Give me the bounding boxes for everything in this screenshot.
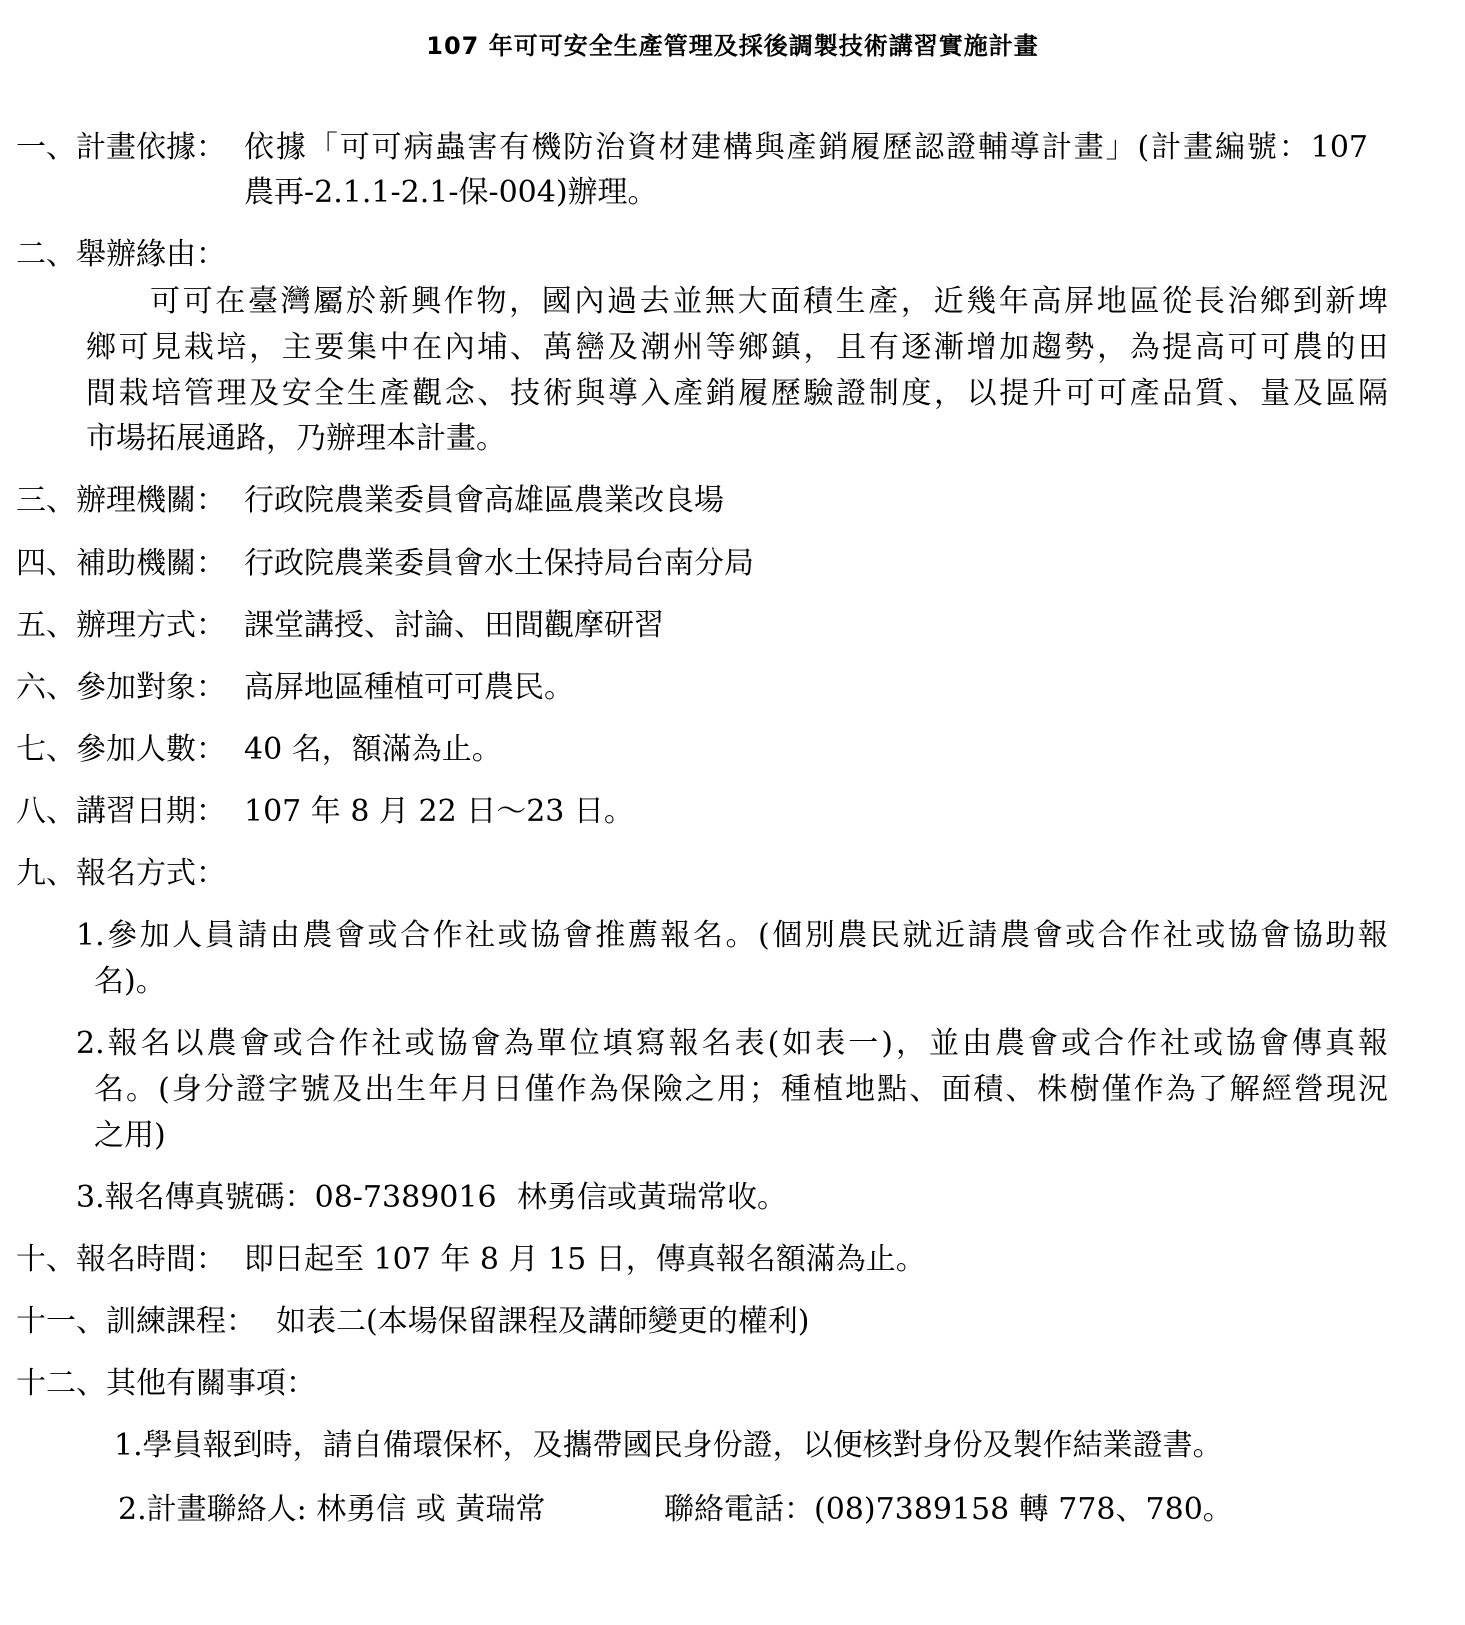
s2-line2: 鄉可見栽培，主要集中在內埔、萬巒及潮州等鄉鎮，且有逐漸增加趨勢，為提高可可農的田 (86, 330, 1388, 365)
s11-text: 如表二(本場保留課程及講師變更的權利) (276, 1304, 810, 1339)
s9-item1-line2: 名)。 (94, 964, 166, 999)
s12-item2-contact: 2.計畫聯絡人: 林勇信 或 黃瑞常 (118, 1492, 546, 1527)
s12-item1: 1.學員報到時，請自備環保杯，及攜帶國民身份證，以便核對身份及製作結業證書。 (114, 1428, 1223, 1463)
s8-heading: 八、講習日期： (16, 794, 226, 829)
s10-text: 即日起至 107 年 8 月 15 日，傳真報名額滿為止。 (244, 1242, 926, 1277)
s2-line3: 間栽培管理及安全生產觀念、技術與導入產銷履歷驗證制度，以提升可可產品質、量及區隔 (86, 376, 1388, 411)
s3-text: 行政院農業委員會高雄區農業改良場 (244, 483, 724, 518)
s2-line4: 市場拓展通路，乃辦理本計畫。 (86, 421, 506, 456)
s2-heading: 二、舉辦緣由： (16, 237, 226, 272)
s4-text: 行政院農業委員會水土保持局台南分局 (244, 546, 754, 581)
s7-heading: 七、參加人數： (16, 732, 226, 767)
s1-heading: 一、計畫依據： (16, 130, 226, 165)
s12-item2-phone: 聯絡電話：(08)7389158 轉 778、780。 (664, 1492, 1233, 1527)
s6-text: 高屏地區種植可可農民。 (244, 670, 574, 705)
s1-line2: 農再-2.1.1-2.1-保-004)辦理。 (244, 175, 658, 210)
s9-item2-line2: 名。(身分證字號及出生年月日僅作為保險之用；種植地點、面積、株樹僅作為了解經營現況 (94, 1072, 1388, 1107)
s6-heading: 六、參加對象： (16, 670, 226, 705)
s5-heading: 五、辦理方式： (16, 608, 226, 643)
s2-line1: 可可在臺灣屬於新興作物，國內過去並無大面積生產，近幾年高屏地區從長治鄉到新埤 (150, 284, 1388, 319)
s9-item3-fax: 3.報名傳真號碼：08-7389016 (76, 1180, 497, 1215)
s1-line1: 依據「可可病蟲害有機防治資材建構與產銷履歷認證輔導計畫」(計畫編號：107 (244, 130, 1368, 165)
s9-item2-line3: 之用) (94, 1118, 166, 1153)
s5-text: 課堂講授、討論、田間觀摩研習 (244, 608, 664, 643)
s7-text: 40 名，額滿為止。 (244, 732, 502, 767)
s4-heading: 四、補助機關： (16, 546, 226, 581)
s8-text: 107 年 8 月 22 日～23 日。 (244, 794, 634, 829)
s9-heading: 九、報名方式： (16, 856, 226, 891)
s9-item2-line1: 2.報名以農會或合作社或協會為單位填寫報名表(如表一)，並由農會或合作社或協會傳真報 (76, 1026, 1388, 1061)
s9-item1-line1: 1.參加人員請由農會或合作社或協會推薦報名。(個別農民就近請農會或合作社或協會協助報 (76, 918, 1388, 953)
s12-heading: 十二、其他有關事項： (16, 1366, 316, 1401)
s3-heading: 三、辦理機關： (16, 483, 226, 518)
s10-heading: 十、報名時間： (16, 1242, 226, 1277)
s9-item3-receiver: 林勇信或黃瑞常收。 (517, 1180, 787, 1215)
document-title: 107 年可可安全生產管理及採後調製技術講習實施計畫 (426, 32, 1039, 60)
s11-heading: 十一、訓練課程： (16, 1304, 256, 1339)
